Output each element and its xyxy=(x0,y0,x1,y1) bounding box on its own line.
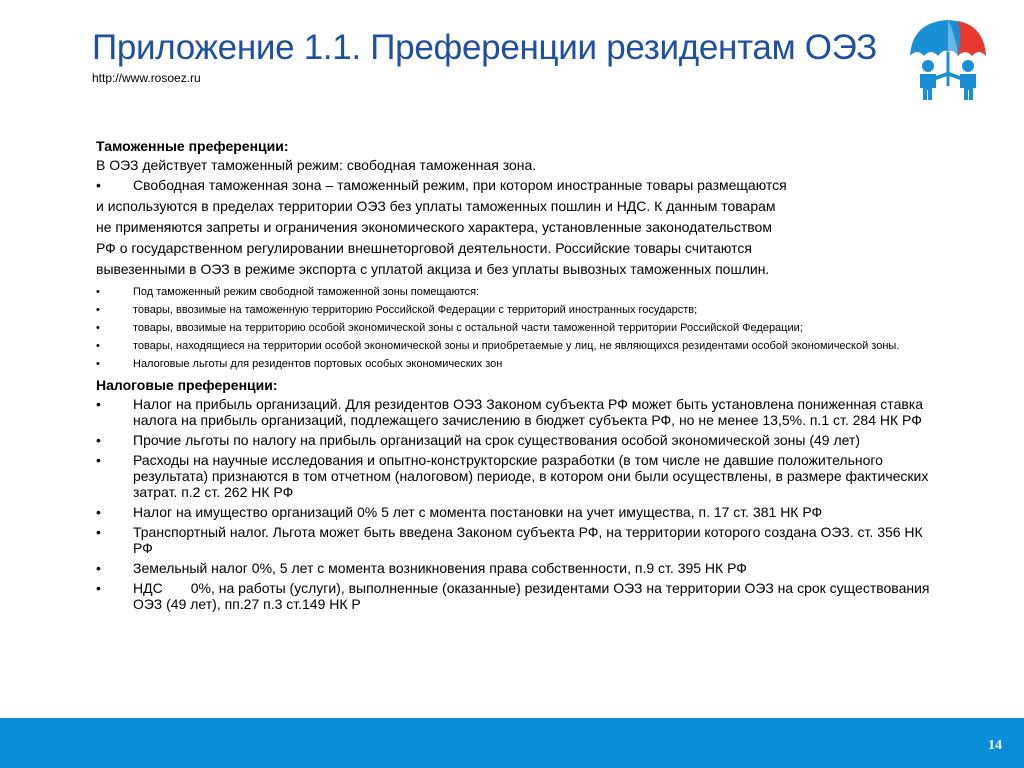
page-number: 14 xyxy=(988,738,1002,753)
page-title: Приложение 1.1. Преференции резидентам ОЭЗ xyxy=(92,28,877,67)
customs-goods-list xyxy=(96,286,946,370)
bullet: • xyxy=(96,177,101,193)
tax-heading: Налоговые преференции: xyxy=(96,377,278,393)
list-item: • Налоговые льготы для резидентов портовых особых экономических зон xyxy=(96,358,503,370)
paragraph-line: и используются в пределах территории ОЭЗ без уплаты таможенных пошлин и НДС. К данным товарам xyxy=(96,198,776,214)
footer-bar xyxy=(0,718,1024,768)
list-item: • товары, ввозимые на таможенную территорию Российской Федерации с территорий иностранных государств; xyxy=(96,304,698,316)
list-item: • Налог на прибыль организаций. Для резидентов ОЭЗ Законом субъекта РФ может быть установлена пониженная ставка налога на прибыль организаций, подлежащего зачислению в бюджет субъекта РФ, но не менее 13,5%. п.1 ст. 284 НК РФ xyxy=(96,396,924,428)
customs-paragraph xyxy=(96,175,946,280)
paragraph-line: • Свободная таможенная зона – таможенный режим, при котором иностранные товары размещаются xyxy=(96,175,946,196)
list-item: • Прочие льготы по налогу на прибыль организаций на срок существования особой экономической зоны (49 лет) xyxy=(96,432,861,448)
paragraph-line: РФ о государственном регулировании внешнеторговой деятельности. Российские товары считаются xyxy=(96,240,752,256)
list-item: • Налог на имущество организаций 0% 5 лет с момента постановки на учет имущества, п. 17 ст. 381 НК РФ xyxy=(96,504,823,520)
umbrella-family-logo-icon xyxy=(906,16,990,104)
list-item: • НДС 0%, на работы (услуги), выполненные (оказанные) резидентами ОЭЗ на территории ОЭЗ на срок существования ОЭЗ (49 лет), пп.27 п.3 ст.149 НК Р xyxy=(96,580,930,612)
source-url[interactable]: http://www.rosoez.ru xyxy=(92,71,201,85)
tax-preferences-list xyxy=(96,396,946,612)
list-item: • товары, находящиеся на территории особой экономической зоны и приобретаемые у лиц, не являющихся резидентами особой экономической зоны. xyxy=(96,340,900,352)
customs-intro: В ОЭЗ действует таможенный режим: свободная таможенная зона. xyxy=(96,157,537,173)
paragraph-line: не применяются запреты и ограничения экономического характера, установленные законодательством xyxy=(96,219,772,235)
slide-content xyxy=(96,137,946,616)
customs-heading: Таможенные преференции: xyxy=(96,138,289,154)
list-item: • товары, ввозимые на территорию особой экономической зоны с остальной части таможенной территории Российской Федерации; xyxy=(96,322,803,334)
paragraph-line: вывезенными в ОЭЗ в режиме экспорта с уплатой акциза и без уплаты вывозных таможенных пошлин. xyxy=(96,261,770,277)
list-item: • Земельный налог 0%, 5 лет с момента возникновения права собственности, п.9 ст. 395 НК РФ xyxy=(96,560,747,576)
list-item: • Под таможенный режим свободной таможенной зоны помещаются: xyxy=(96,286,480,298)
list-item: • Расходы на научные исследования и опытно-конструкторские разработки (в том числе не давшие положительного результата) признаются в том отчетном (налоговом) периоде, в котором они были осуществлены, в размере фактических затрат. п.2 ст. 262 НК РФ xyxy=(96,452,929,500)
list-item: • Транспортный налог. Льгота может быть введена Законом субъекта РФ, на территории которого создана ОЭЗ. ст. 356 НК РФ xyxy=(96,524,923,556)
